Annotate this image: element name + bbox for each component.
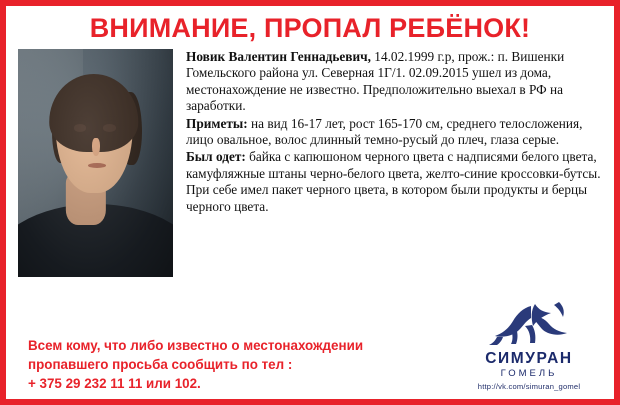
signs-label: Приметы: — [186, 115, 248, 131]
winged-horse-icon — [454, 296, 604, 350]
appeal-line-1: Всем кому, что либо известно о местонахождении — [28, 338, 364, 353]
signs-text: на вид 16-17 лет, рост 165-170 см, среднего телосложения, лицо овальное, волос длинный темно-русый до плеч, глаза серые. — [186, 115, 583, 148]
details-text — [176, 49, 604, 277]
identity-paragraph — [186, 49, 602, 115]
person-name: Новик Валентин Геннадьевич, — [186, 49, 371, 64]
poster-title: ВНИМАНИЕ, ПРОПАЛ РЕБЁНОК! — [89, 13, 531, 43]
clothes-text: байка с капюшоном черного цвета с надписями белого цвета, камуфляжные штаны черно-белого цвета, желто-синие кроссовки-бутсы. При себе имел пакет черного цвета, в котором были продукты и берцы черного цвета. — [186, 149, 601, 214]
signs-paragraph — [186, 116, 602, 149]
organization-branding — [454, 296, 604, 393]
appeal-line-2: пропавшего просьба сообщить по тел : — [28, 357, 293, 372]
missing-boy-portrait — [18, 49, 173, 277]
brand-url[interactable]: http://vk.com/simuran_gomel — [477, 382, 581, 391]
contact-phone: + 375 29 232 11 11 или 102. — [28, 376, 201, 391]
person-details: 14.02.1999 г.р, прож.: п. Вишенки Гомельского района ул. Северная 1Г/1. 02.09.2015 ушел из дома, местонахождение не известно. Предположительно выехал в РФ на заработки. — [186, 49, 565, 114]
photo-container — [16, 49, 176, 277]
clothes-label: Был одет: — [186, 149, 246, 165]
poster-body — [6, 43, 614, 277]
poster-footer — [6, 296, 614, 399]
brand-name: СИМУРАН — [485, 350, 573, 367]
brand-city: ГОМЕЛЬ — [500, 368, 558, 379]
photo-vignette — [18, 49, 173, 277]
clothes-paragraph — [186, 149, 602, 215]
contact-appeal — [28, 336, 363, 393]
